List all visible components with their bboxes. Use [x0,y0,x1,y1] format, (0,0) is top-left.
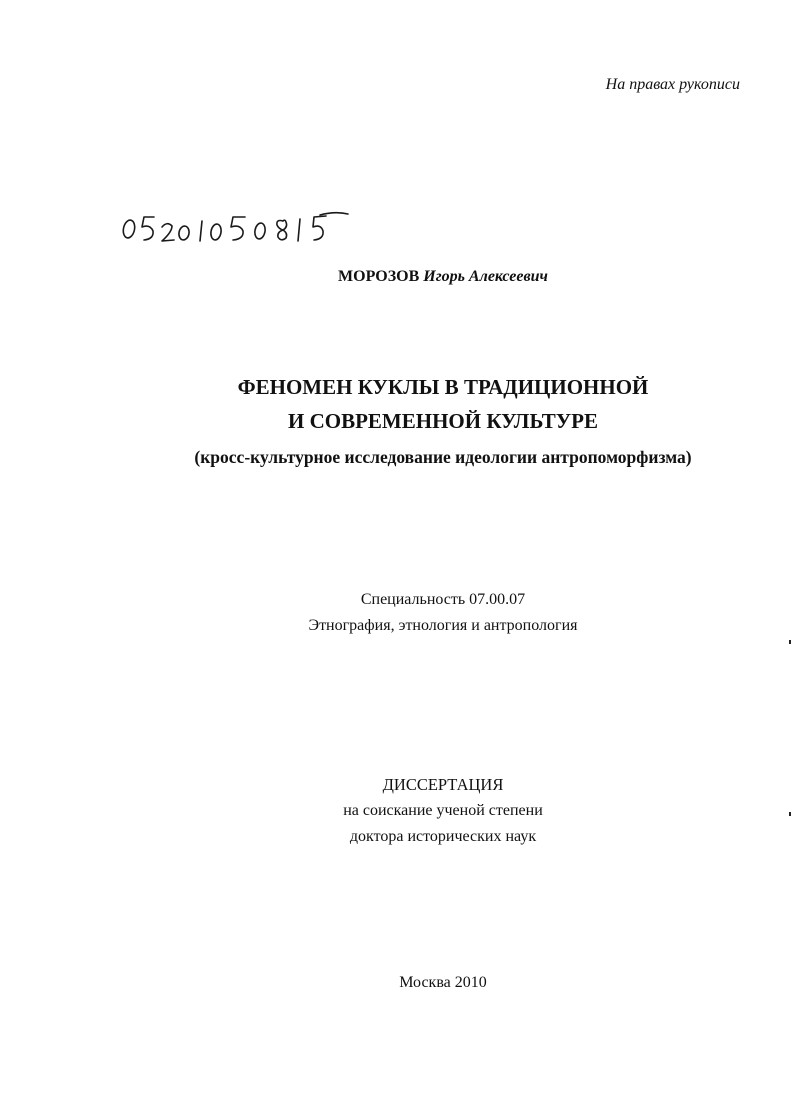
handwritten-number-drawing [120,205,360,255]
author-given-names: Игорь Алексеевич [423,268,548,285]
handwritten-registration-number [120,205,360,255]
city-year: Москва 2010 [399,974,487,991]
title-line-2: И СОВРЕМЕННОЙ КУЛЬТУРЕ [288,409,598,433]
scan-speck [789,640,791,644]
author-name [0,268,796,286]
dissertation-block [0,772,796,850]
rights-note: На правах рукописи [605,76,740,93]
degree-purpose: на соискание ученой степени [343,802,543,819]
specialty-block [0,587,796,639]
degree-name: доктора исторических наук [349,828,537,845]
specialty-code: Специальность 07.00.07 [360,591,526,608]
specialty-field: Этнография, этнология и антропология [308,617,578,634]
dissertation-subtitle: (кросс-культурное исследование идеологии антропоморфизма) [194,447,692,467]
title-line-1: ФЕНОМЕН КУКЛЫ В ТРАДИЦИОННОЙ [237,375,649,399]
author-surname: МОРОЗОВ [338,268,420,285]
dissertation-title [0,370,796,438]
scan-speck [789,812,791,816]
dissertation-heading: ДИССЕРТАЦИЯ [382,775,504,794]
